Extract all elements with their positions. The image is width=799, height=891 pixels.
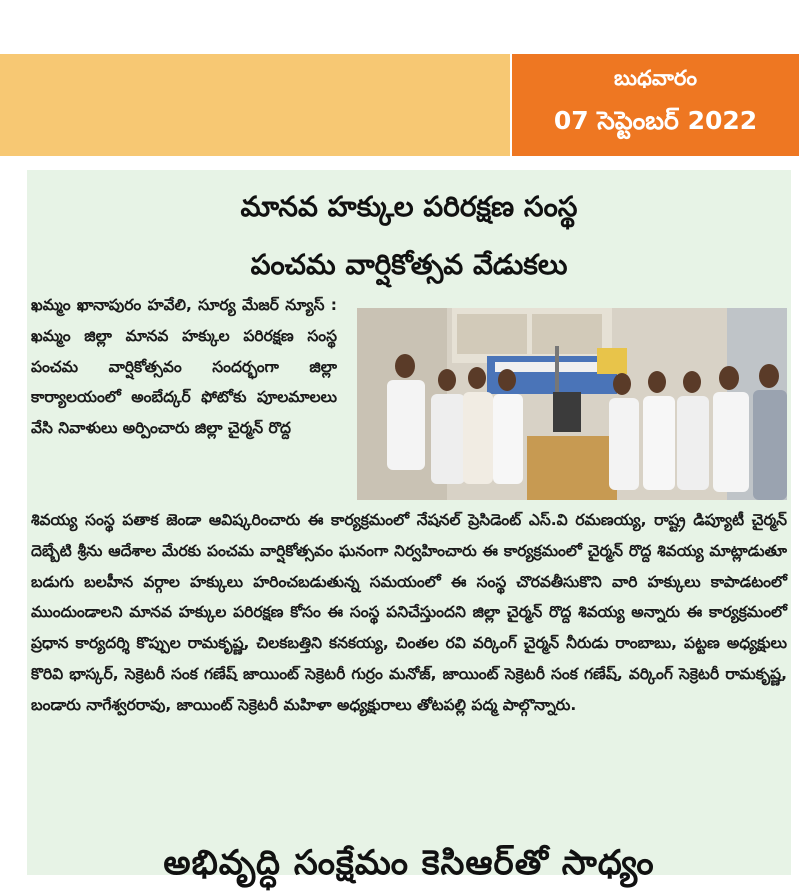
headline-line-1: మానవ హక్కుల పరిరక్షణ సంస్థ	[240, 190, 578, 223]
article-body: శివయ్య సంస్థ పతాక జెండా ఆవిష్కరించారు ఈ కార్యక్రమంలో నేషనల్ ప్రెసిడెంట్ ఎస్.వి రమణయ్య, రాష్ట్ర డిప్యూటీ చైర్మన్ దెబ్బేటి శ్రీను ఆదేశాల మేరకు పంచమ వార్షికోత్సవం ఘనంగా నిర్వహించారు ఈ కార్యక్రమంలో చైర్మన్ రొద్ద శివయ్య మాట్లాడుతూ బడుగు బలహీన వర్గాల హక్కులు హరించబడుతున్న సమయంలో ఈ సంస్థ చొరవతీసుకొని వారి హక్కులు కాపాడటంలో ముందుండాలని మానవ హక్కుల పరిరక్షణ కోసం ఈ సంస్థ పనిచేస్తుందని జిల్లా చైర్మన్ రొద్ద శివయ్య అన్నారు ఈ కార్యక్రమంలో ప్రధాన కార్యదర్శి కొప్పుల రామకృష్ణ, చిలకబత్తిని కనకయ్య, చింతల రవి వర్కింగ్ చైర్మన్ నీరుడు రాంబాబు, పట్టణ అధ్యక్షులు కొరివి భాస్కర్, సెక్రెటరీ సంక గణేష్ జాయింట్ సెక్రెటరీ గుర్రం మనోజ్, జాయింట్ సెక్రెటరీ సంక గణేష్, వర్కింగ్ సెక్రెటరీ రామకృష్ణ, బండారు నాగేశ్వరరావు, జాయింట్ సెక్రెటరీ మహిళా అధ్యక్షురాలు తోటపల్లి పద్మ పాల్గొన్నారు.	[31, 511, 787, 714]
article-panel	[27, 170, 791, 883]
article-body-top: ఖమ్మం ఖానాపురం హవేలి, సూర్య మేజర్ న్యూస్ : ఖమ్మం జిల్లా మానవ హక్కుల పరిరక్షణ సంస్థ పంచమ వార్షికోత్సవం సందర్భంగా జిల్లా కార్యాలయంలో అంబేద్కర్ ఫోటోకు పూలమాలలు వేసి నివాళులు అర్పించారు జిల్లా చైర్మన్ రొద్ద	[31, 296, 337, 438]
weekday: బుధవారం	[614, 66, 697, 90]
next-article-headline: అభివృద్ధి సంక్షేమం కెసిఆర్‌తో సాధ్యం	[163, 843, 655, 883]
publication-date: 07 సెప్టెంబర్ 2022	[553, 106, 758, 135]
event-photo	[357, 308, 787, 500]
header-band	[0, 54, 510, 156]
date-box	[512, 54, 799, 156]
headline-line-2: పంచమ వార్షికోత్సవ వేడుకలు	[250, 248, 568, 281]
